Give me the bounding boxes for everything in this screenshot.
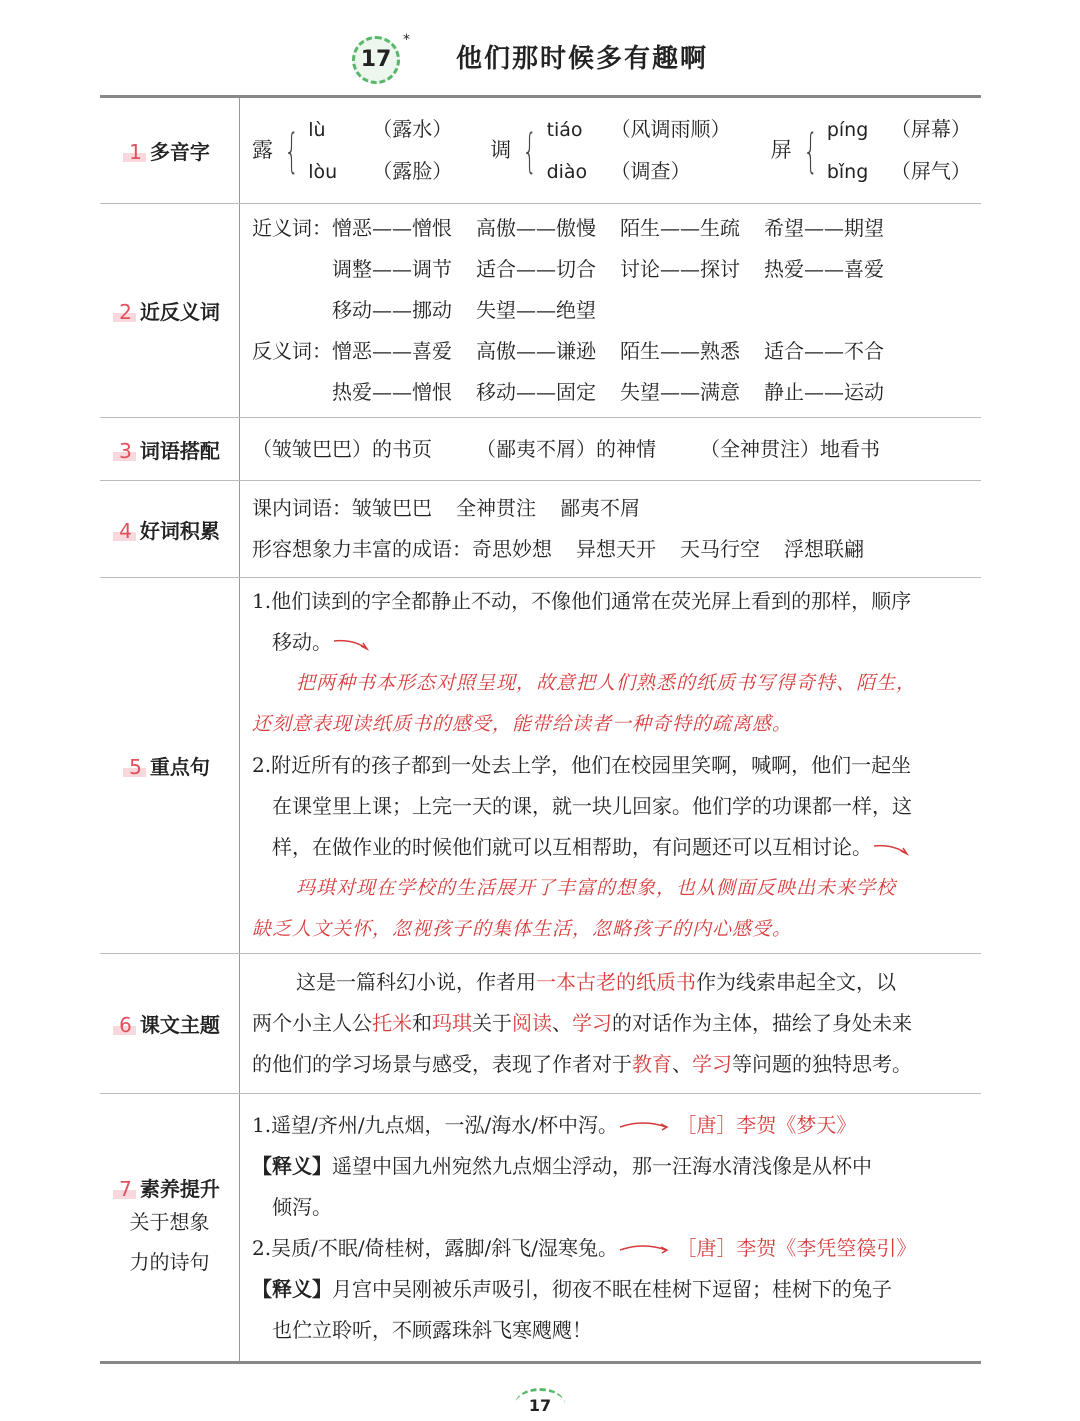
row-good-words [100, 481, 981, 578]
poem-source: ［唐］李贺《李凭箜篌引》 [676, 1235, 917, 1260]
source-arrow-icon [618, 1119, 670, 1133]
annotation-note: 缺乏人文关怀，忽视孩子的集体生活，忽略孩子的内心感受。 [252, 918, 793, 940]
study-notes-table [100, 95, 981, 1364]
annotation-note: 把两种书本形态对照呈现，故意把人们熟悉的纸质书写得奇特、陌生， [296, 672, 917, 694]
synonym-line: 调整——调节 适合——切合 讨论——探讨 热爱——喜爱 [332, 257, 884, 281]
literacy-content: 1.遥望/齐州/九点烟，一泓/海水/杯中泻。 ［唐］李贺《梦天》 【释义】遥望中国九州宛然九点烟尘浮动，那一汪海水清浅像是从杯中 倾泻。 2.吴质/不眠/倚桂树，露脚/斜飞/湿寒兔。 ［唐］李贺《李凭箜篌引》 【释义】月宫中吴刚被乐声吸引，彻夜不眠在桂树下逗留；桂树下的兔子 也伫立聆听，不顾露珠斜飞寒飕飕！ [240, 1094, 982, 1363]
row-word-collocation [100, 418, 981, 481]
label-word-collocation: 3 词语搭配 [100, 418, 240, 481]
label-literacy: 7 素养提升 关于想象 力的诗句 [100, 1094, 240, 1363]
synonyms-antonyms-content [240, 204, 982, 418]
key-sentences-content: 1.他们读到的字全都静止不动，不像他们通常在荧光屏上看到的那样，顺序 移动。 把两种书本形态对照呈现，故意把人们熟悉的纸质书写得奇特、陌生， 还刻意表现读纸质书的感受，能带给读者一种奇特的疏离感。 2.附近所有的孩子都到一处去上学，他们在校园里笑啊，喊啊，他们一起坐 在课堂里上课；上完一天的课，就一块儿回家。他们学的功课都一样，这 样，在做作业的时候他们就可以互相帮助，有问题还可以互相讨论。 玛琪对现在学校的生活展开了丰富的想象，也从侧面反映出未来学校 缺乏人文关怀，忽视孩子的集体生活，忽略孩子的内心感受。 [240, 578, 982, 954]
polyphone-content [240, 97, 982, 204]
label-good-words: 4 好词积累 [100, 481, 240, 578]
row-synonyms-antonyms [100, 204, 981, 418]
word-collocation-content: （皱皱巴巴）的书页 （鄙夷不屑）的神情 （全神贯注）地看书 [240, 418, 982, 481]
annotation-note: 还刻意表现读纸质书的感受，能带给读者一种奇特的疏离感。 [252, 713, 793, 735]
lesson-number-badge: 17 [352, 36, 400, 84]
antonym-line: 反义词：憎恶——喜爱 高傲——谦逊 陌生——熟悉 适合——不合 [252, 339, 884, 363]
polyphone-group: 露 { lù （露水） lòu （露脸） [252, 116, 453, 183]
annotation-arrow-icon [872, 842, 910, 856]
annotation-note: 玛琪对现在学校的生活展开了丰富的想象，也从侧面反映出未来学校 [296, 877, 897, 899]
polyphone-group: 屏 { píng （屏幕） bǐng （屏气） [770, 116, 971, 183]
label-synonyms-antonyms: 2 近反义词 [100, 204, 240, 418]
page-title: 他们那时候多有趣啊 [456, 44, 709, 74]
good-words-content: 课内词语：皱皱巴巴 全神贯注 鄙夷不屑 形容想象力丰富的成语：奇思妙想 异想天开 天马行空 浮想联翩 [240, 481, 982, 578]
row-key-sentences [100, 578, 981, 954]
polyphone-group: 调 { tiáo （风调雨顺） diào （调查） [490, 116, 731, 183]
lesson-header [0, 0, 1080, 96]
label-key-sentences: 5 重点句 [100, 578, 240, 954]
label-polyphone: 1 多音字 [100, 97, 240, 204]
source-arrow-icon [618, 1242, 670, 1256]
label-text-theme: 6 课文主题 [100, 954, 240, 1094]
annotation-arrow-icon [332, 637, 370, 651]
row-literacy [100, 1094, 981, 1363]
text-theme-content: 这是一篇科幻小说，作者用一本古老的纸质书作为线索串起全文，以 两个小主人公托米和玛琪关于阅读、学习的对话作为主体，描绘了身处未来 的他们的学习场景与感受，表现了作者对于教育、学习等问题的独特思考。 [240, 954, 982, 1094]
row-polyphone [100, 97, 981, 204]
poem-source: ［唐］李贺《梦天》 [676, 1112, 857, 1137]
row-text-theme [100, 954, 981, 1094]
star-mark: * [403, 32, 410, 48]
synonym-line: 近义词：憎恶——憎恨 高傲——傲慢 陌生——生疏 希望——期望 [252, 216, 884, 240]
antonym-line: 热爱——憎恨 移动——固定 失望——满意 静止——运动 [332, 380, 884, 404]
page-number: 17 [515, 1388, 565, 1421]
synonym-line: 移动——挪动 失望——绝望 [332, 298, 596, 322]
